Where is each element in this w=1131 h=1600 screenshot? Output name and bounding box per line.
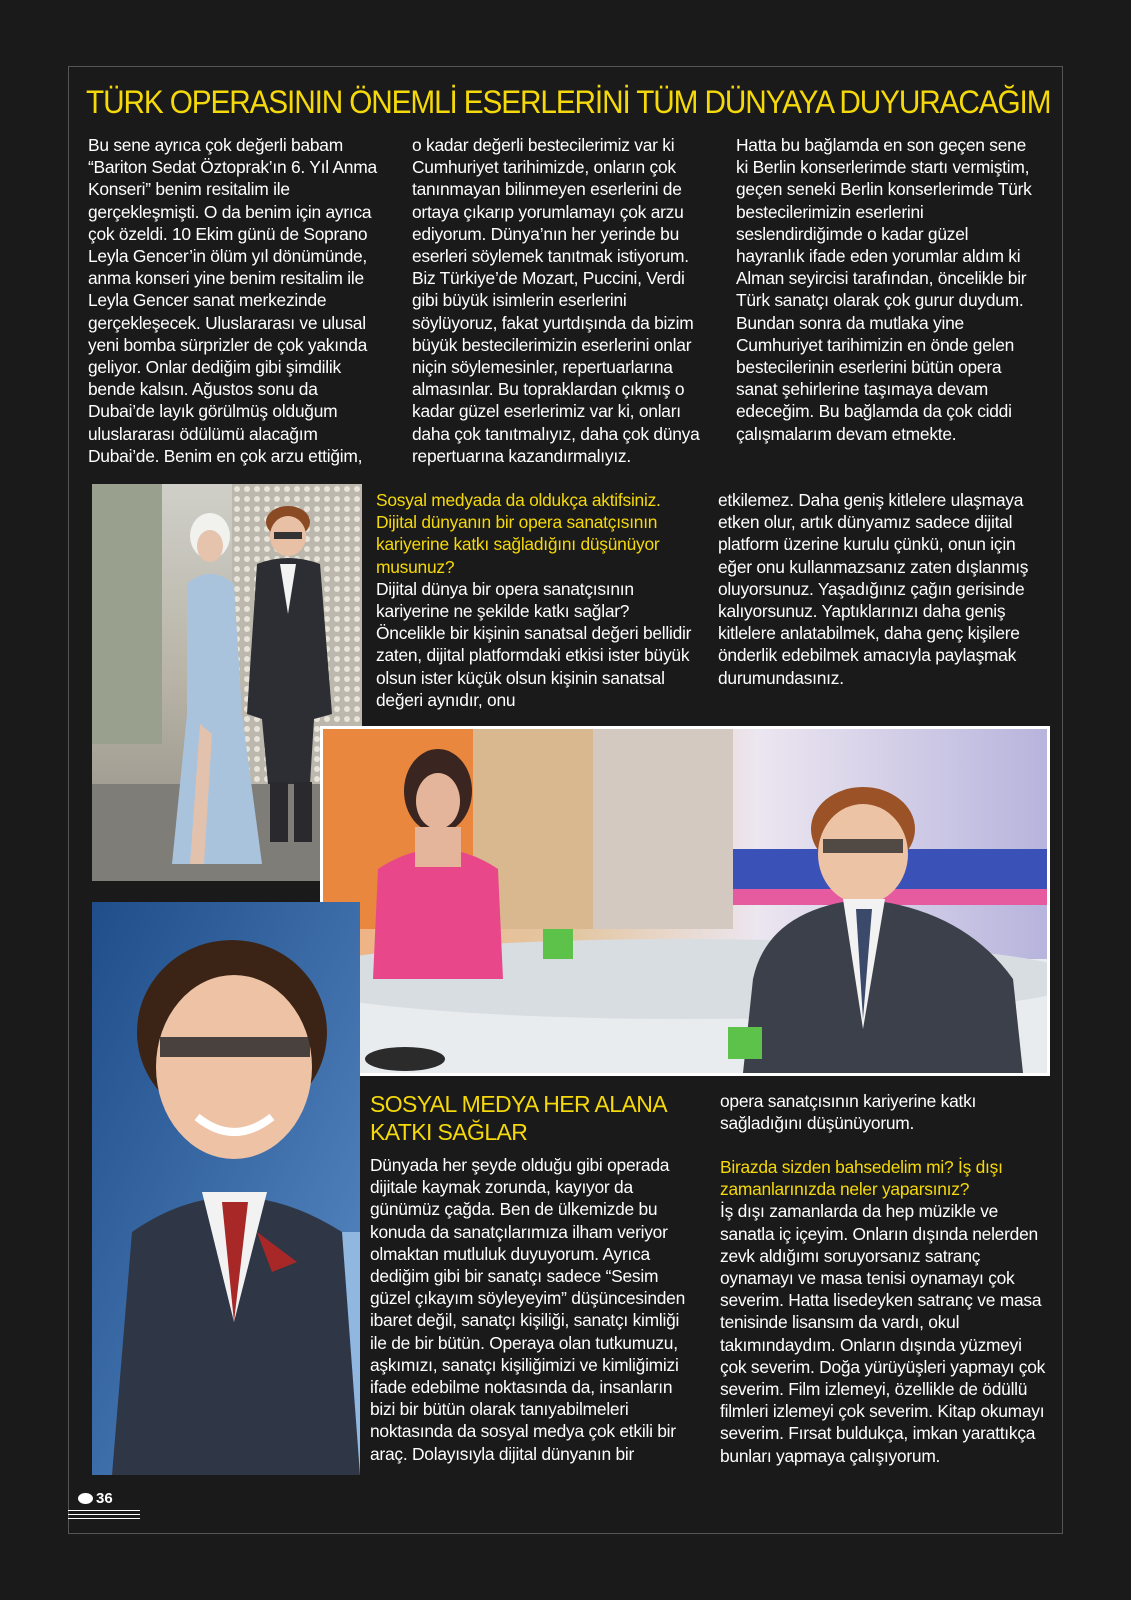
- headline: TÜRK OPERASININ ÖNEMLİ ESERLERİNİ TÜM DÜNYAYA DUYURACAĞIM: [86, 84, 1051, 120]
- column-1-top: Bu sene ayrıca çok değerli babam “Bariton Sedat Öztoprak’ın 6. Yıl Anma Konseri” benim resitalim ile gerçekleşmişti. O da benim için ayrıca çok özeldi. 10 Ekim günü de Soprano Leyla Gencer’in ölüm yıl dönümünde, anma konseri yine benim resitalim ile Leyla Gencer sanat merkezinde gerçekleşecek. Uluslararası ve ulusal yeni bomba sürprizler de çok yakında geliyor. Onlar dediğim gibi şimdilik bende kalsın. Ağustos sonu da Dubai’de layık görülmüş olduğum uluslararası ödülümü alacağım Dubai’de. Benim en çok arzu ettiğim,: [88, 135, 377, 466]
- page-number: [78, 1490, 113, 1507]
- answer-2-part-1: Dünyada her şeyde olduğu gibi operada dijitale kaymak zorunda, kayıyor da günümüz çağda. Ben de ülkemizde bu konuda da sanatçılarımıza ilham veriyor olmaktan mutluluk duyuyorum. Ayrıca dediğim gibi bir sanatçı sadece “Sesim güzel çıkayım söyleyeyim” düşüncesinden ibaret değil, sanatçı kişiliği, sanatçı kimliği ile de bir bütün. Operaya olan tutkumuzu, aşkımızı, sanatçı kişiliğimizi ve kimliğimizi ifade edebilme noktasında da, insanların bizi bir bütün olarak tanıyabilmeleri noktasında da sosyal medya çok etkili bir araç. Dolayısıyla dijital dünyanın bir: [370, 1155, 686, 1464]
- page-number-text: 36: [96, 1490, 113, 1507]
- interview-block-2: [720, 1156, 1050, 1467]
- page-dot-icon: [78, 1493, 93, 1504]
- answer-3: İş dışı zamanlarda da hep müzikle ve sanatla iç içeyim. Onların dışında nelerden zevk aldığımı soruyorsanız satranç oynamayı ve masa tenisi oynamayı çok severim. Hatta lisedeyken satranç ve masa tenisinde lisansım da vardı, okul takımındaydım. Onların dışında yüzmeyi çok severim. Doğa yürüyüşleri yapmayı çok severim. Film izlemeyi, özellikle de ödüllü filmleri izlemeyi çok severim. Kitap okumayı severim. Fırsat buldukça, imkan yarattıkça bunları yapmaya çalışıyorum.: [720, 1201, 1046, 1466]
- answer-2-part-2: opera sanatçısının kariyerine katkı sağladığını düşünüyorum.: [720, 1091, 977, 1134]
- column-2-top: o kadar değerli bestecilerimiz var ki Cumhuriyet tarihimizde, onların çok tanınmayan bilinmeyen eserlerini de ortaya çıkarıp yorumlamayı çok arzu ediyorum. Dünya’nın her yerinde bu eserleri söylemek tanıtmak istiyorum. Biz Türkiye’de Mozart, Puccini, Verdi gibi büyük isimlerin eserlerini söylüyoruz, fakat yurtdışında da bizim büyük bestecilerimizin eserlerini onlar niçin söylemesinler, repertuarlarına almasınlar. Bu topraklardan çıkmış o kadar güzel eserlerimiz var ki, onları daha çok tanıtmalıyız, daha çok dünya repertuarına kazandırmalıyız.: [412, 135, 700, 466]
- photo-tv-studio: [320, 726, 1050, 1076]
- interview-block-1: [376, 489, 694, 711]
- footer-rule: [68, 1510, 140, 1522]
- question-1: Sosyal medyada da oldukça aktifsiniz. Dijital dünyanın bir opera sanatçısının kariyerine katkı sağladığını düşünüyor musunuz?: [376, 490, 661, 577]
- photo-portrait: [92, 902, 360, 1475]
- question-2: Birazda sizden bahsedelim mi? İş dışı zamanlarınızda neler yaparsınız?: [720, 1157, 1003, 1200]
- answer-1-part-2: etkilemez. Daha geniş kitlelere ulaşmaya etken olur, artık dünyamız sadece dijital platform üzerine kurulu çünkü, onun için eğer onu kullanmazsanız zaten dışlanmış oluyorsunuz. Yaşadığınız çağın gerisinde kalıyorsunuz. Yaptıklarınızı daha geniş kitlelere anlatabilmek, daha genç kişilere önderlik edebilmek amacıyla paylaşmak durumundasınız.: [718, 490, 1029, 688]
- answer-1-part-1: Dijital dünya bir opera sanatçısının kariyerine ne şekilde katkı sağlar? Öncelikle bir kişinin sanatsal değeri bellidir zaten, dijital platformdaki etkisi ister büyük olsun ister küçük olsun kişinin sanatsal değeri aynıdır, onu: [376, 578, 692, 710]
- subheading: SOSYAL MEDYA HER ALANA KATKI SAĞLAR: [370, 1091, 666, 1145]
- column-3-top: Hatta bu bağlamda en son geçen sene ki Berlin konserlerimde startı vermiştim, geçen seneki Berlin konserlerimde Türk bestecilerimizin eserlerini seslendirdiğimde o kadar güzel hayranlık ifade eden yorumlar aldım ki Alman seyircisi tarafından, öncelikle bir Türk sanatçı olarak çok gurur duydum. Bundan sonra da mutlaka yine Cumhuriyet tarihimizin en önde gelen bestecilerinin eserlerini bütün opera sanat şehirlerine taşımaya devam edeceğim. Bu bağlamda da çok ciddi çalışmalarım devam etmekte.: [736, 135, 1032, 444]
